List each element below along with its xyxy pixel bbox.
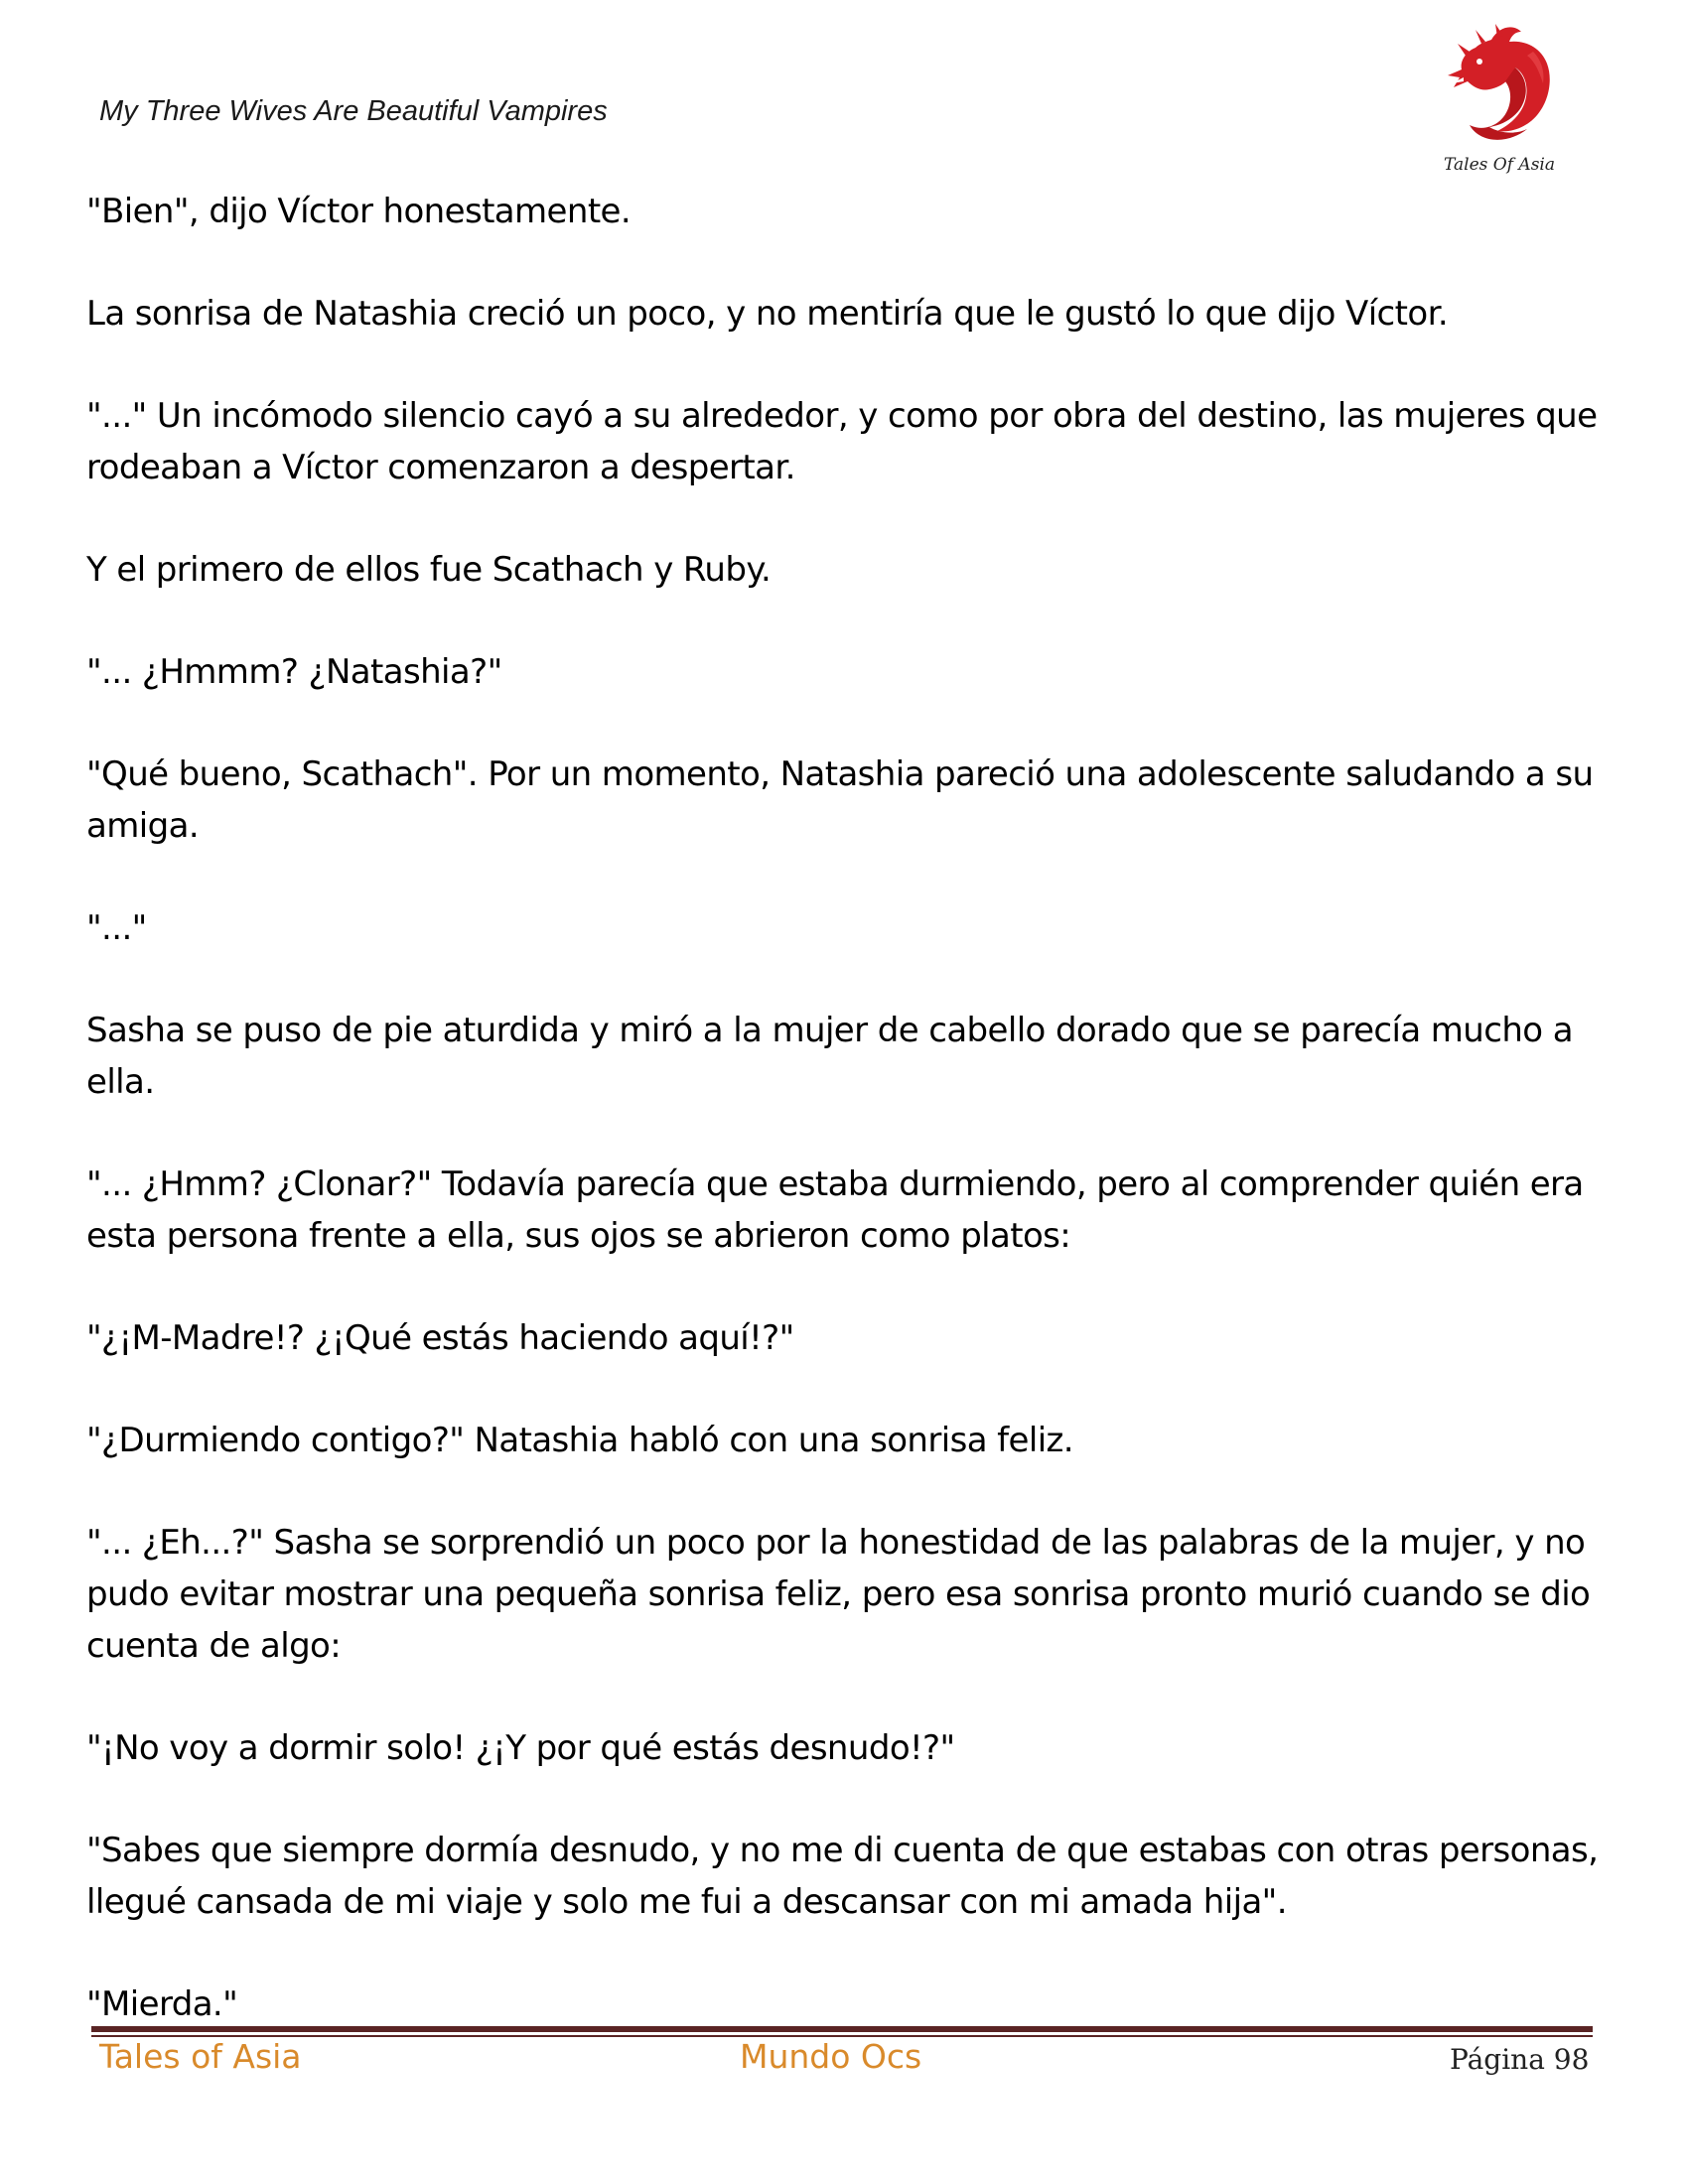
- footer-section: Mundo Ocs: [740, 2037, 922, 2076]
- page-number: Página 98: [1450, 2043, 1590, 2076]
- paragraph: "Sabes que siempre dormía desnudo, y no me di cuenta de que estabas con otras personas, llegué cansada de mi viaje y solo me fui a descansar con mi amada hija".: [86, 1831, 1599, 1922]
- paragraph: Sasha se puso de pie aturdida y miró a la mujer de cabello dorado que se parecía mucho a ella.: [86, 1011, 1573, 1102]
- book-title: My Three Wives Are Beautiful Vampires: [99, 95, 608, 127]
- logo-wordmark: Tales Of Asia: [1444, 155, 1555, 175]
- paragraph: "Bien", dijo Víctor honestamente.: [86, 192, 632, 231]
- paragraph: La sonrisa de Natashia creció un poco, y no mentiría que le gustó lo que dijo Víctor.: [86, 294, 1449, 334]
- footer-publisher: Tales of Asia: [99, 2037, 302, 2076]
- paragraph: "¡No voy a dormir solo! ¿¡Y por qué estás desnudo!?": [86, 1728, 955, 1768]
- footer-rule: [91, 2026, 1593, 2032]
- paragraph: "... ¿Hmm? ¿Clonar?" Todavía parecía que estaba durmiendo, pero al comprender quién era esta persona frente a ella, sus ojos se abrieron como platos:: [86, 1164, 1584, 1256]
- paragraph: "Mierda.": [86, 1984, 238, 2024]
- red-dragon-icon: [1430, 22, 1569, 161]
- paragraph: "... ¿Eh...?" Sasha se sorprendió un poco por la honestidad de las palabras de la mujer, y no pudo evitar mostrar una pequeña sonrisa feliz, pero esa sonrisa pronto murió cuando se dio cuenta de algo:: [86, 1523, 1591, 1666]
- paragraph: Y el primero de ellos fue Scathach y Ruby.: [86, 550, 772, 590]
- page-body: [86, 186, 1616, 2081]
- paragraph: "...": [86, 908, 147, 948]
- paragraph: "..." Un incómodo silencio cayó a su alrededor, y como por obra del destino, las mujeres que rodeaban a Víctor comenzaron a despertar.: [86, 396, 1598, 487]
- paragraph: "¿¡M-Madre!? ¿¡Qué estás haciendo aquí!?": [86, 1318, 794, 1358]
- paragraph: "... ¿Hmmm? ¿Natashia?": [86, 652, 502, 692]
- paragraph: "Qué bueno, Scathach". Por un momento, Natashia pareció una adolescente saludando a su amiga.: [86, 754, 1594, 846]
- paragraph: "¿Durmiendo contigo?" Natashia habló con una sonrisa feliz.: [86, 1421, 1073, 1460]
- publisher-logo: [1430, 22, 1569, 181]
